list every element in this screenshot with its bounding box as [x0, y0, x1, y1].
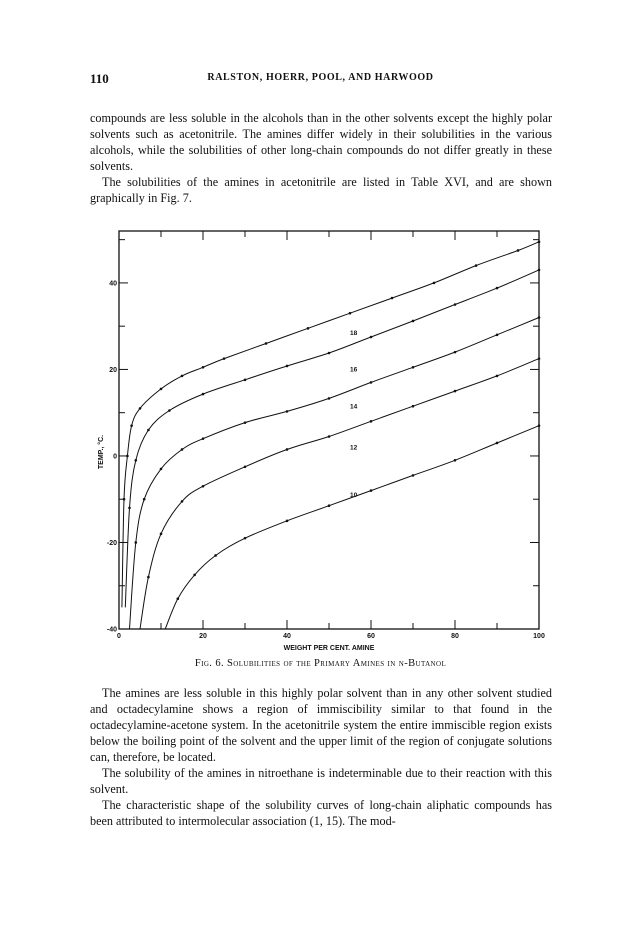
data-point-14: [160, 468, 163, 471]
data-point-14: [135, 541, 138, 544]
data-point-18: [538, 241, 541, 244]
curve-label: 16: [350, 366, 358, 374]
data-point-12: [202, 485, 205, 488]
data-point-18: [265, 342, 268, 345]
data-point-16: [244, 379, 247, 382]
curve-14: [130, 318, 540, 630]
data-points: [123, 241, 541, 601]
data-point-16: [202, 393, 205, 396]
data-point-18: [123, 498, 126, 501]
y-tick-label: 20: [109, 366, 117, 374]
data-point-16: [412, 320, 415, 323]
data-point-10: [193, 574, 196, 577]
paragraph-2: The solubilities of the amines in acetonitrile are listed in Table XVI, and are shown graphically in Fig. 7.: [90, 175, 552, 205]
curve-12: [140, 359, 539, 629]
y-tick-label: -20: [106, 539, 117, 547]
data-point-10: [412, 474, 415, 477]
page-number: 110: [90, 71, 109, 86]
solubility-chart: [95, 222, 555, 656]
data-point-18: [160, 388, 163, 391]
x-tick-label: 20: [199, 633, 207, 640]
paragraph-1: compounds are less soluble in the alcohols than in the other solvents except the highly polar solvents such as acetonitrile. The amines differ widely in their solubilities in the various alcohols, while the solubilities of other long-chain compounds do not differ greatly in these solvents.: [90, 111, 552, 173]
paragraph-4: The solubility of the amines in nitroethane is indeterminable due to their reaction with this solvent.: [90, 766, 552, 796]
data-point-12: [412, 405, 415, 408]
data-point-10: [244, 537, 247, 540]
data-point-10: [177, 597, 180, 600]
x-tick-label: 60: [367, 633, 375, 640]
data-point-14: [202, 437, 205, 440]
data-point-16: [454, 303, 457, 306]
data-point-10: [454, 459, 457, 462]
x-tick-label: 100: [533, 633, 545, 640]
axis-ticks: [119, 231, 539, 629]
data-point-18: [223, 357, 226, 360]
data-point-10: [328, 504, 331, 507]
data-point-10: [286, 520, 289, 523]
data-point-18: [307, 327, 310, 330]
data-point-14: [244, 421, 247, 424]
data-point-14: [496, 334, 499, 337]
data-point-18: [139, 407, 142, 410]
data-point-12: [454, 390, 457, 393]
data-point-16: [286, 365, 289, 368]
axis-tick-labels: [107, 280, 545, 640]
x-tick-label: 0: [117, 633, 121, 640]
data-point-12: [244, 465, 247, 468]
paragraph-5: The characteristic shape of the solubility curves of long-chain aliphatic compounds has been attributed to intermolecular association (1, 15). The mod-: [90, 798, 552, 828]
data-point-14: [328, 397, 331, 400]
x-tick-label: 80: [451, 633, 459, 640]
figure-caption: Fig. 6. Solubilities of the Primary Amines in n-Butanol: [194, 658, 447, 669]
curve-label: 14: [350, 403, 358, 411]
curve-label: 12: [350, 444, 358, 452]
data-point-18: [181, 375, 184, 378]
data-point-10: [538, 424, 541, 427]
curve-labels: [350, 330, 358, 499]
y-axis-title: TEMP., °C.: [98, 434, 105, 470]
data-point-10: [370, 489, 373, 492]
data-point-14: [538, 316, 541, 319]
data-point-10: [214, 554, 217, 557]
curve-16: [125, 270, 539, 608]
y-tick-label: -40: [106, 626, 117, 634]
data-point-16: [147, 429, 150, 432]
data-point-18: [130, 424, 133, 427]
paragraph-3: The amines are less soluble in this highly polar solvent than in any other solvent studied and octadecylamine shows a region of immiscibility similar to that found in the octadecylamine-acetone system. In the acetonitrile system the entire immiscible region exists below the boiling point of the solvent and the upper limit of the region of conjugate solutions can, therefore, be located.: [90, 686, 552, 764]
data-point-16: [370, 336, 373, 339]
data-point-16: [328, 352, 331, 355]
data-point-14: [143, 498, 146, 501]
data-point-18: [433, 282, 436, 285]
data-point-18: [202, 366, 205, 369]
plot-frame: [119, 231, 539, 629]
data-point-16: [496, 287, 499, 290]
data-point-14: [286, 410, 289, 413]
x-axis-title: WEIGHT PER CENT. AMINE: [283, 645, 375, 652]
data-point-12: [160, 533, 163, 536]
running-head: RALSTON, HOERR, POOL, AND HARWOOD: [207, 72, 434, 83]
data-point-14: [181, 448, 184, 451]
data-point-16: [168, 409, 171, 412]
curve-label: 10: [350, 492, 358, 500]
data-point-12: [286, 448, 289, 451]
data-point-14: [370, 381, 373, 384]
data-point-12: [538, 357, 541, 360]
data-point-16: [538, 269, 541, 272]
y-tick-label: 0: [113, 453, 117, 461]
data-point-18: [517, 249, 520, 252]
data-point-12: [328, 435, 331, 438]
data-point-18: [126, 455, 129, 458]
data-point-14: [412, 366, 415, 369]
curve-label: 18: [350, 329, 358, 337]
y-tick-label: 40: [109, 280, 117, 288]
data-point-14: [454, 351, 457, 354]
data-point-18: [475, 264, 478, 267]
data-point-12: [496, 375, 499, 378]
data-point-12: [147, 576, 150, 579]
data-point-16: [128, 507, 131, 510]
curve-10: [165, 426, 539, 629]
data-point-18: [391, 297, 394, 300]
x-tick-label: 40: [283, 633, 291, 640]
data-point-10: [496, 442, 499, 445]
data-point-12: [181, 500, 184, 503]
curves: [122, 242, 539, 629]
data-point-16: [135, 459, 138, 462]
data-point-18: [349, 312, 352, 315]
data-point-12: [370, 420, 373, 423]
solubility-figure: [95, 222, 555, 656]
